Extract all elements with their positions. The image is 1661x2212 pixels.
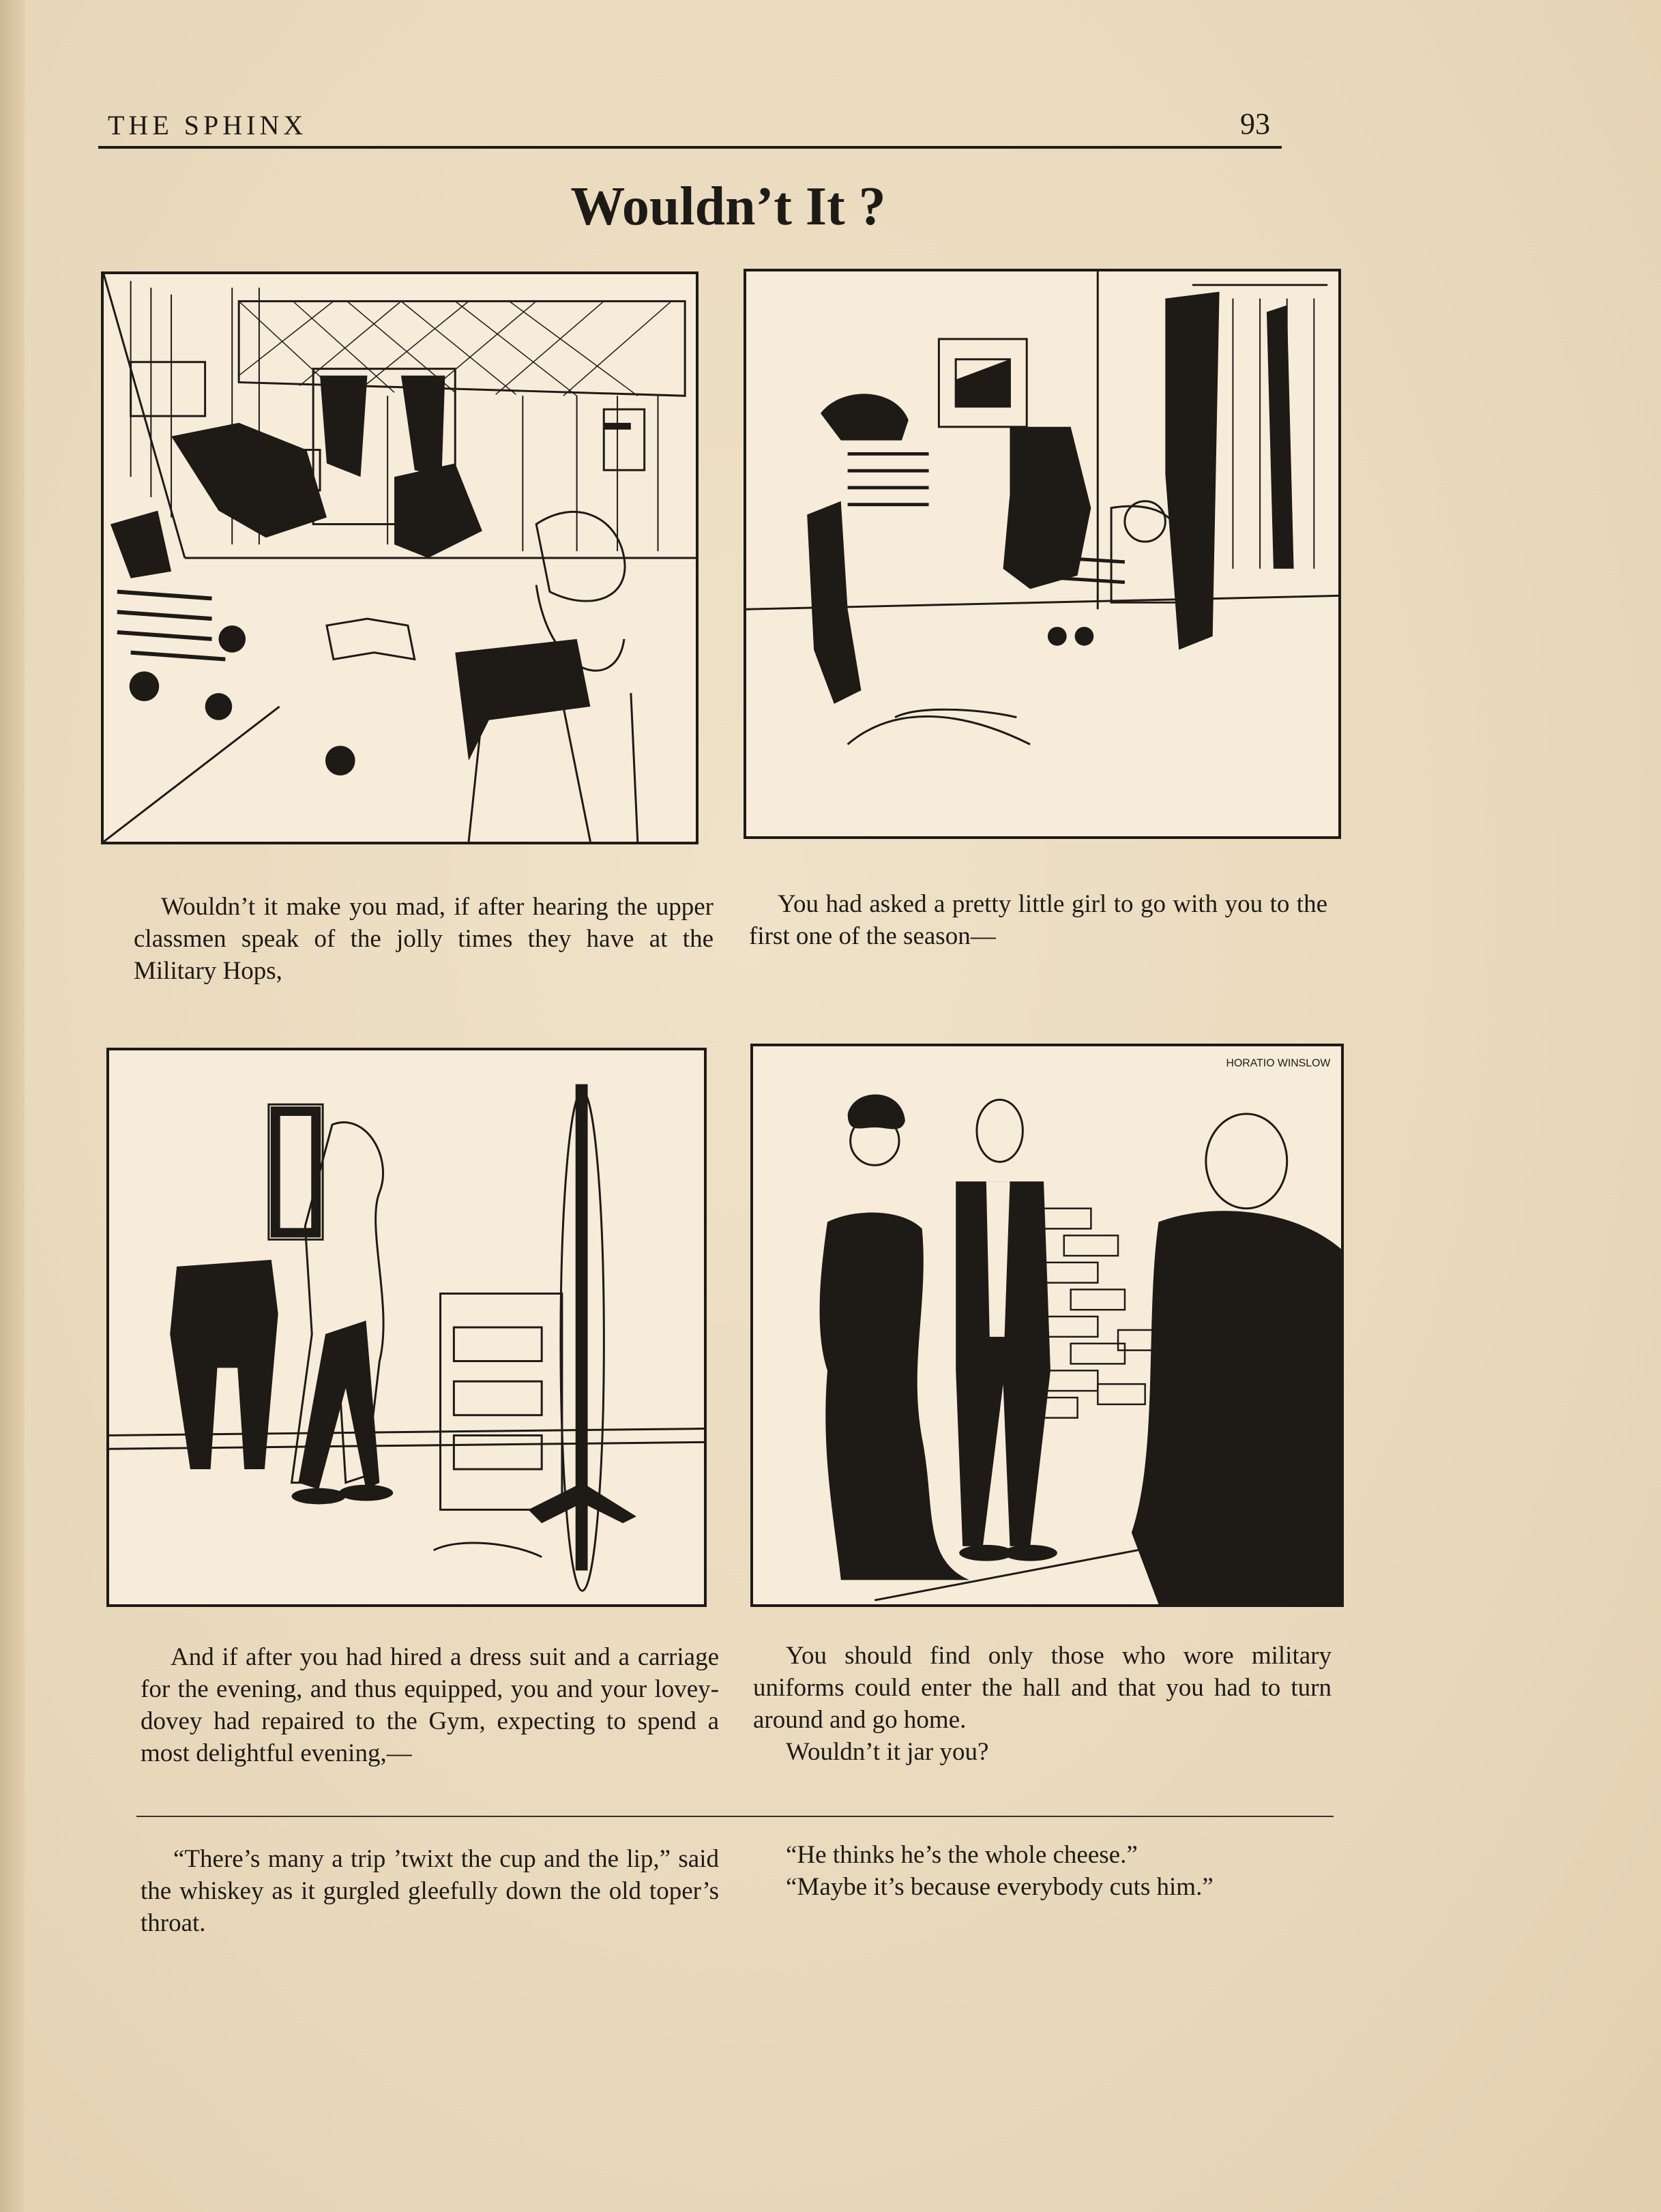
- panel-2-caption: [749, 888, 1327, 952]
- panel-4-caption-text: You should find only those who wore military uniforms could enter the hall and that you had to turn around and go home.: [753, 1642, 1332, 1734]
- dressing-room-scene-drawing: [109, 1050, 704, 1604]
- illustration-panel-1: [101, 271, 699, 844]
- gym-door-scene-drawing: [753, 1046, 1341, 1604]
- joke-2-question: “He thinks he’s the whole cheese.”: [786, 1841, 1138, 1869]
- joke-1: [141, 1843, 719, 1939]
- joke-2-answer: “Maybe it’s because everybody cuts him.”: [786, 1873, 1214, 1901]
- panel-3-caption-text: And if after you had hired a dress suit and a carriage for the evening, and thus equipped, you and your lovey-dovey had repaired to the Gym, expecting to spend a most delightful evening,—: [141, 1643, 719, 1767]
- illustration-panel-2: [744, 269, 1341, 839]
- panel-4-caption-closing: Wouldn’t it jar you?: [786, 1738, 989, 1766]
- page-number: 93: [1240, 107, 1270, 141]
- dorm-room-scene-drawing: [104, 274, 696, 842]
- joke-1-text: “There’s many a trip ’twixt the cup and the lip,” said the whiskey as it gurgled gleefully down the old toper’s throat.: [141, 1845, 719, 1937]
- illustration-panel-3: [106, 1048, 707, 1607]
- binding-shadow: [0, 0, 25, 2212]
- page-title: Wouldn’t It ?: [570, 177, 886, 237]
- section-separator: [136, 1816, 1334, 1817]
- parlor-scene-drawing: [746, 271, 1338, 836]
- panel-2-caption-text: You had asked a pretty little girl to go with you to the first one of the season—: [749, 890, 1327, 950]
- joke-2: [753, 1839, 1332, 1903]
- artist-signature: HORATIO WINSLOW: [1226, 1057, 1331, 1070]
- illustration-panel-4: [750, 1044, 1344, 1607]
- panel-4-caption: [753, 1640, 1332, 1768]
- panel-1-caption: [134, 891, 714, 987]
- header-rule: [98, 146, 1282, 149]
- panel-3-caption: [141, 1641, 719, 1769]
- running-title: THE SPHINX: [108, 110, 308, 141]
- panel-1-caption-text: Wouldn’t it make you mad, if after hearing the upper classmen speak of the jolly times they have at the Military Hops,: [134, 893, 714, 985]
